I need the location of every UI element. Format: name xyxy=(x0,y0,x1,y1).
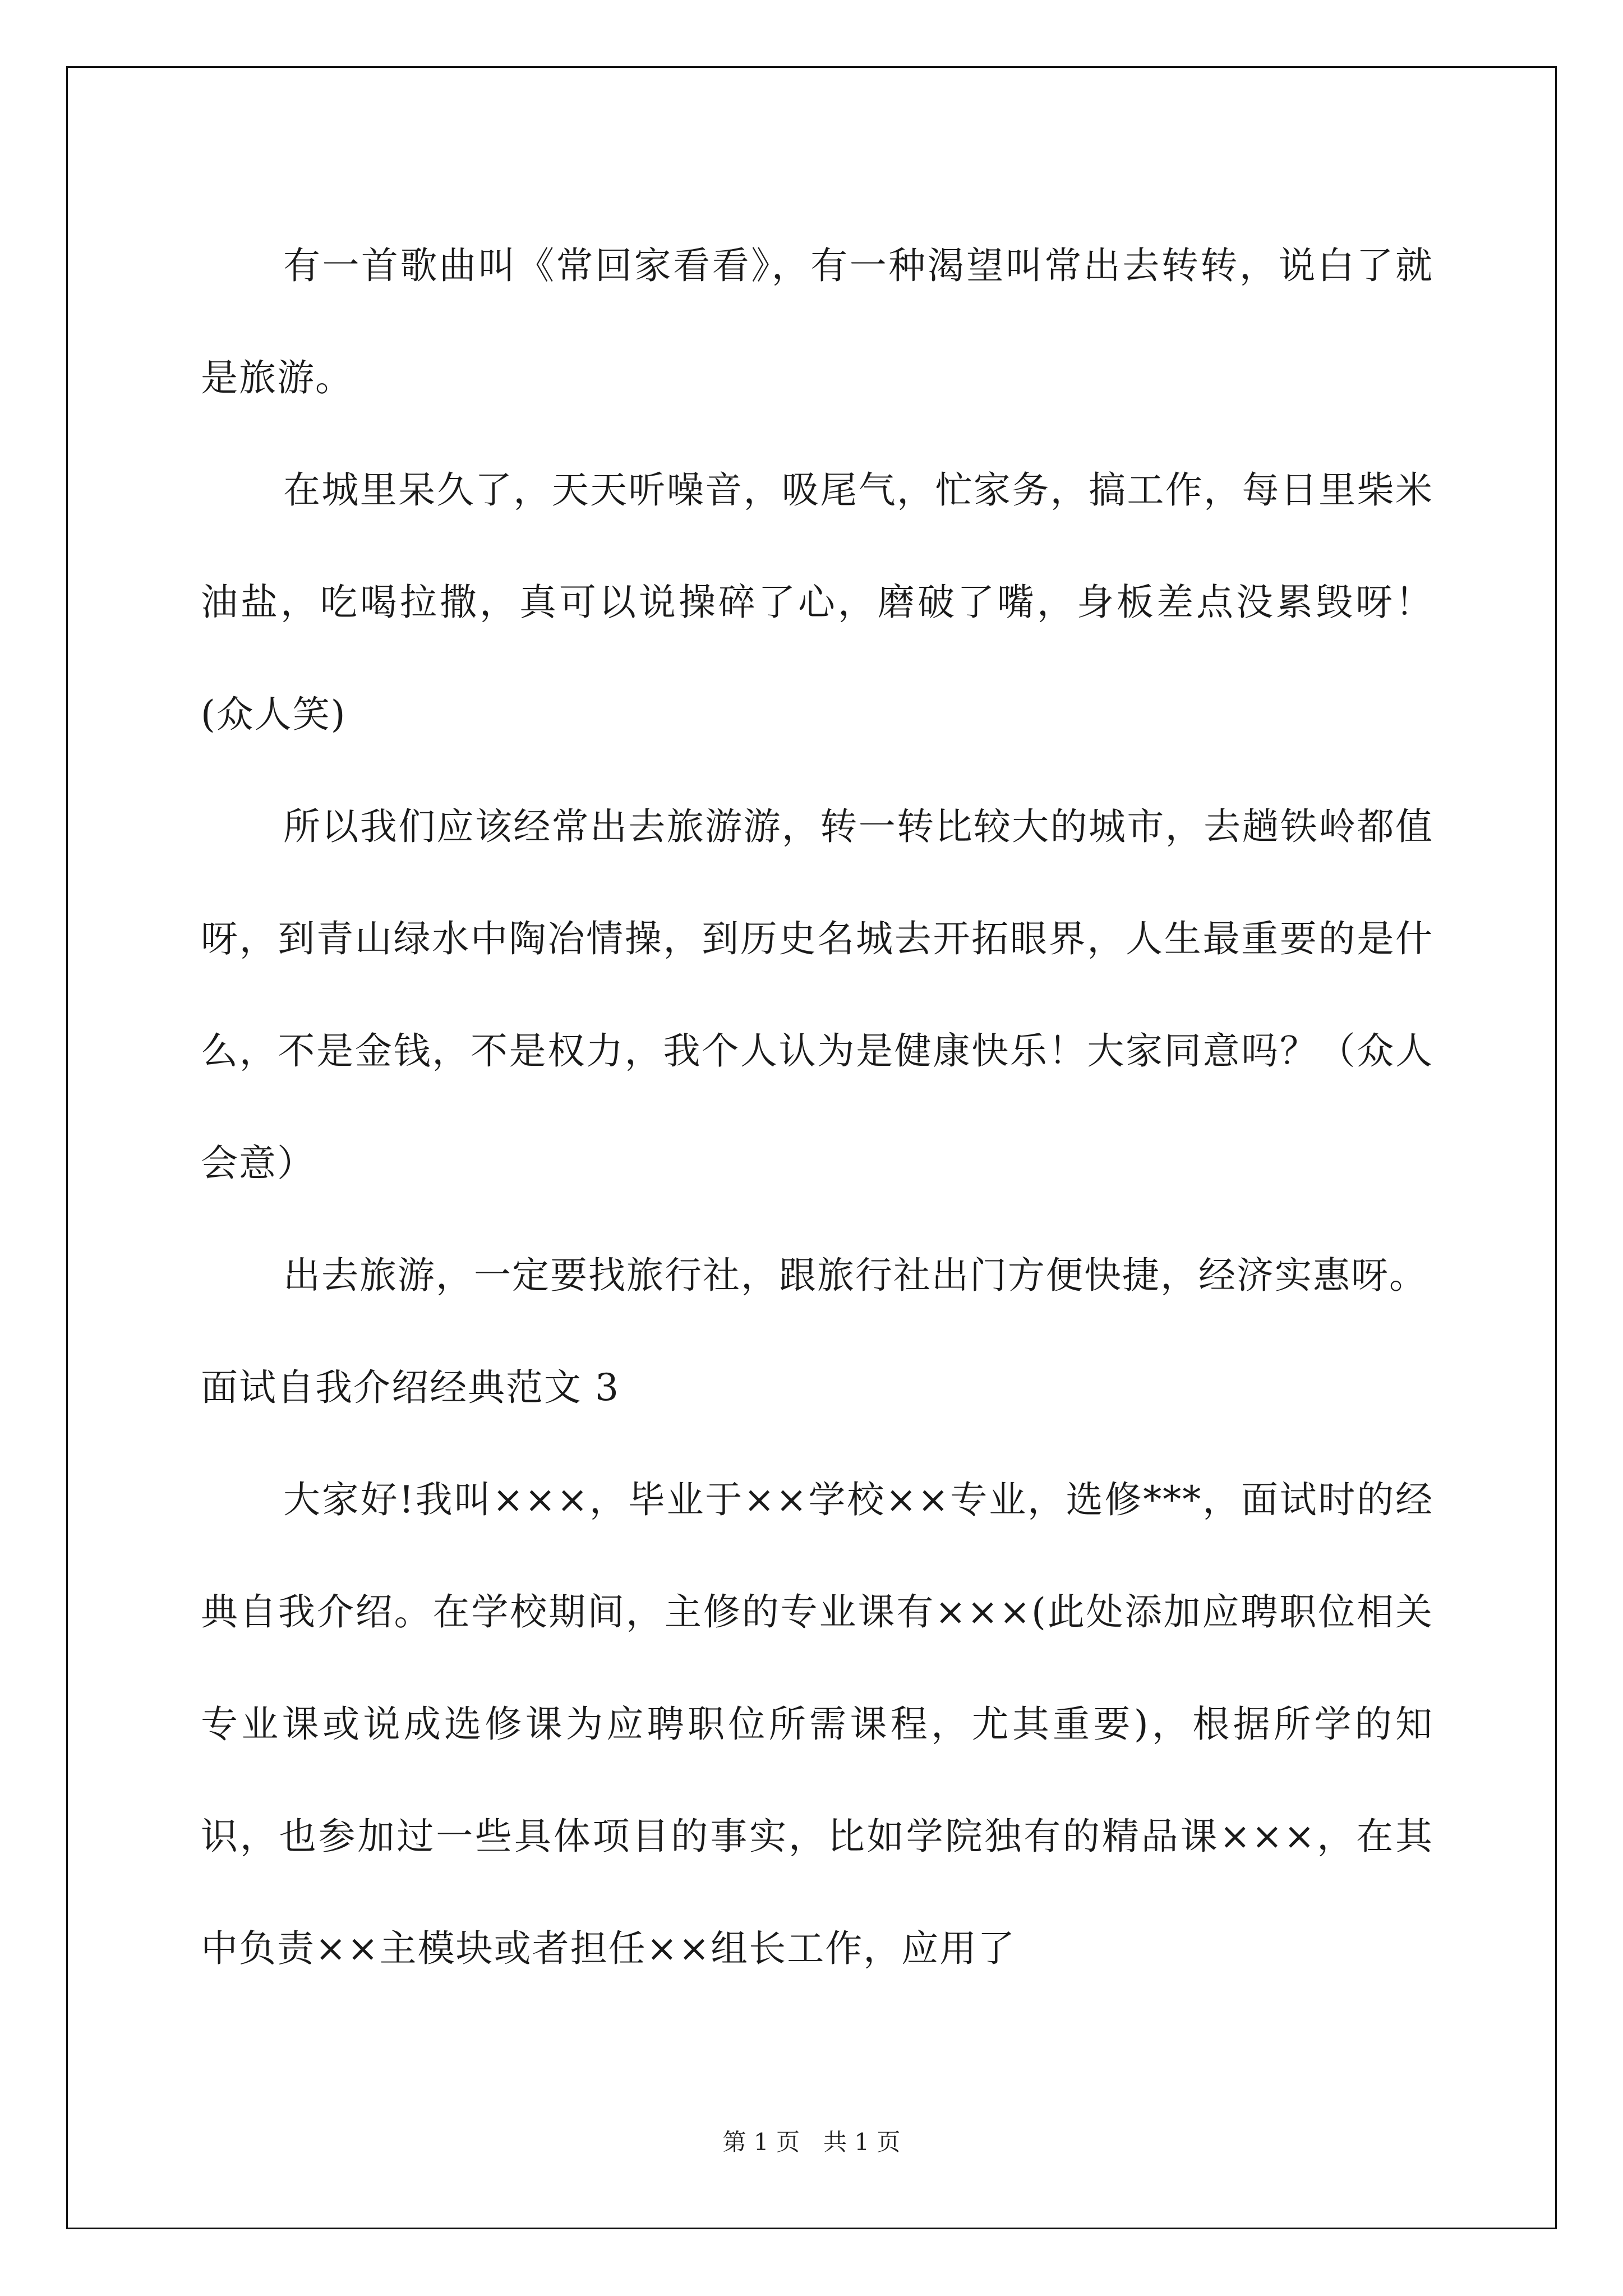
paragraph-1: 有一首歌曲叫《常回家看看》，有一种渴望叫常出去转转，说白了就是旅游。 xyxy=(201,244,1433,399)
paragraph-3: 所以我们应该经常出去旅游游，转一转比较大的城市，去趟铁岭都值呀，到青山绿水中陶冶情操，到历史名城去开拓眼界，人生最重要的是什么，不是金钱，不是权力，我个人认为是健康快乐！大家同意吗？（众人会意） xyxy=(201,805,1433,1185)
paragraph-4: 出去旅游，一定要找旅行社，跟旅行社出门方便快捷，经济实惠呀。 xyxy=(283,1254,1427,1297)
document-body xyxy=(201,210,1433,2005)
section-heading: 面试自我介绍经典范文 3 xyxy=(201,1366,620,1409)
page-footer: 第 1 页 共 1 页 xyxy=(722,2128,901,2156)
section-paragraph: 大家好!我叫×××，毕业于××学校××专业，选修***，面试时的经典自我介绍。在学校期间，主修的专业课有×××(此处添加应聘职位相关专业课或说成选修课为应聘职位所需课程，尤其重要)，根据所学的知识，也参加过一些具体项目的事实，比如学院独有的精品课×××，在其中负责××主模块或者担任××组长工作，应用了 xyxy=(201,1478,1433,1970)
paragraph-2: 在城里呆久了，天天听噪音，吸尾气，忙家务，搞工作，每日里柴米油盐，吃喝拉撒，真可以说操碎了心，磨破了嘴，身板差点没累毁呀！(众人笑) xyxy=(201,468,1433,736)
